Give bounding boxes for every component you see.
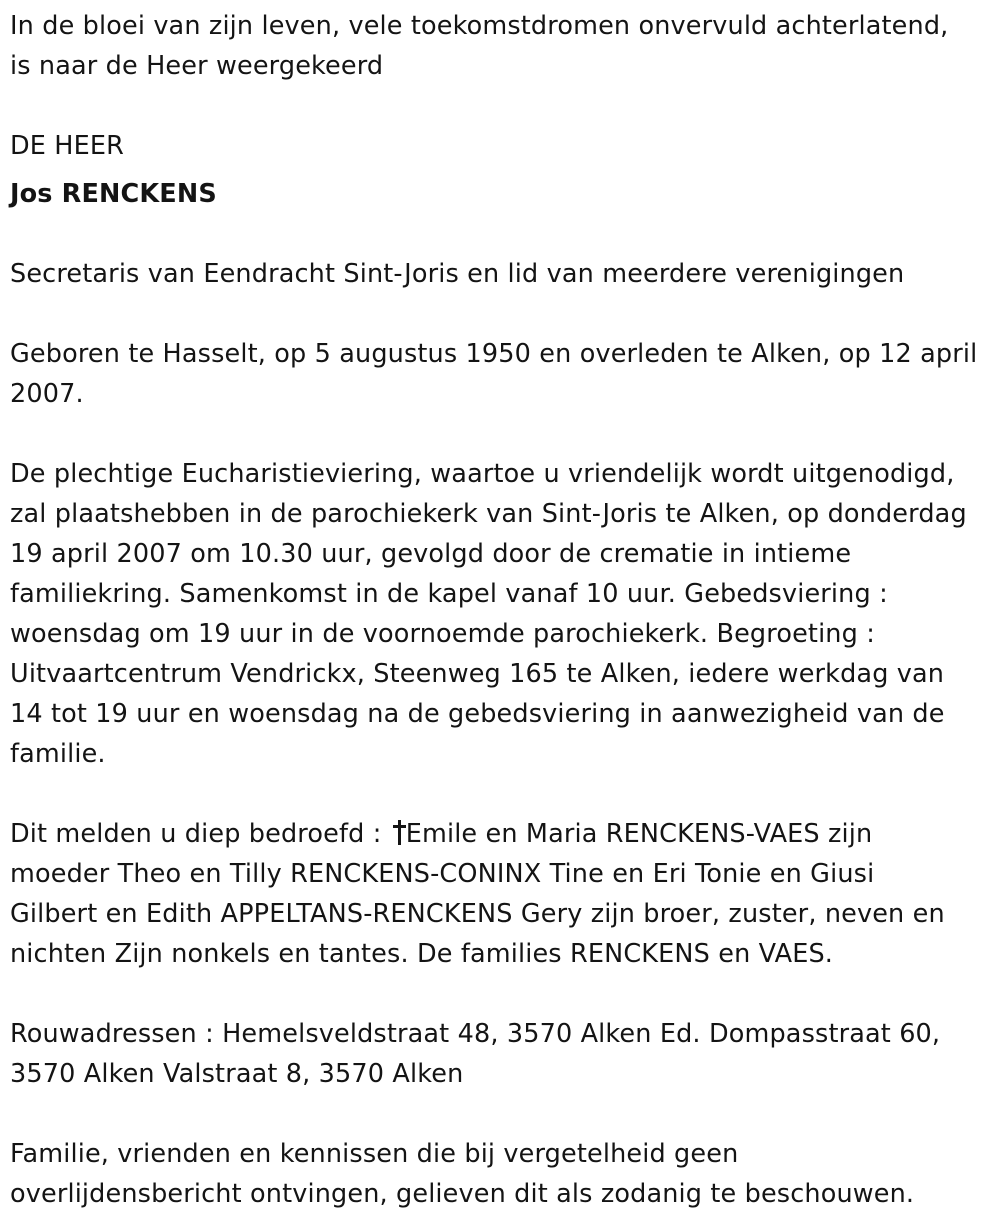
ceremony-paragraph: [10, 454, 967, 774]
announcement-lead: Dit melden u diep bedroefd :: [10, 819, 382, 849]
birth-death-paragraph: [10, 334, 977, 414]
intro-paragraph: [10, 6, 948, 86]
addresses-paragraph: [10, 1014, 940, 1094]
closing-line: Familie, vrienden en kennissen die bij vergetelheid geen: [10, 1139, 739, 1169]
ceremony-line: woensdag om 19 uur in de voornoemde parochiekerk. Begroeting :: [10, 619, 875, 649]
ceremony-line: De plechtige Eucharistieviering, waartoe u vriendelijk wordt uitgenodigd,: [10, 459, 955, 489]
birth-death-line: 2007.: [10, 379, 84, 409]
address-line: Rouwadressen : Hemelsveldstraat 48, 3570 Alken Ed. Dompasstraat 60,: [10, 1019, 941, 1049]
announcement-first-line: [10, 814, 945, 854]
ceremony-line: familie.: [10, 739, 106, 769]
announcement-line: Gilbert en Edith APPELTANS-RENCKENS Gery zijn broer, zuster, neven en: [10, 899, 945, 929]
announcement-first-line-rest: Emile en Maria RENCKENS-VAES zijn: [405, 819, 873, 849]
cross-icon: [393, 817, 406, 842]
ceremony-line: familiekring. Samenkomst in de kapel vanaf 10 uur. Gebedsviering :: [10, 579, 888, 609]
ceremony-line: Uitvaartcentrum Vendrickx, Steenweg 165 te Alken, iedere werkdag van: [10, 659, 945, 689]
function-paragraph: [10, 254, 904, 294]
honorific: [10, 126, 124, 166]
birth-death-line: Geboren te Hasselt, op 5 augustus 1950 en overleden te Alken, op 12 april: [10, 339, 978, 369]
announcement-paragraph: [10, 814, 945, 974]
intro-line: is naar de Heer weergekeerd: [10, 51, 384, 81]
announcement-line: moeder Theo en Tilly RENCKENS-CONINX Tine en Eri Tonie en Giusi: [10, 859, 875, 889]
address-line: 3570 Alken Valstraat 8, 3570 Alken: [10, 1059, 464, 1089]
intro-line: In de bloei van zijn leven, vele toekomstdromen onvervuld achterlatend,: [10, 11, 949, 41]
deceased-name-text: Jos RENCKENS: [10, 179, 217, 209]
closing-paragraph: [10, 1134, 914, 1214]
function-line: Secretaris van Eendracht Sint-Joris en lid van meerdere verenigingen: [10, 259, 905, 289]
ceremony-line: 19 april 2007 om 10.30 uur, gevolgd door de crematie in intieme: [10, 539, 852, 569]
honorific-text: DE HEER: [10, 131, 125, 161]
ceremony-line: 14 tot 19 uur en woensdag na de gebedsviering in aanwezigheid van de: [10, 699, 945, 729]
closing-line: overlijdensbericht ontvingen, gelieven dit als zodanig te beschouwen.: [10, 1179, 915, 1209]
ceremony-line: zal plaatshebben in de parochiekerk van Sint-Joris te Alken, op donderdag: [10, 499, 967, 529]
deceased-name: [10, 174, 217, 214]
announcement-line: nichten Zijn nonkels en tantes. De families RENCKENS en VAES.: [10, 939, 834, 969]
